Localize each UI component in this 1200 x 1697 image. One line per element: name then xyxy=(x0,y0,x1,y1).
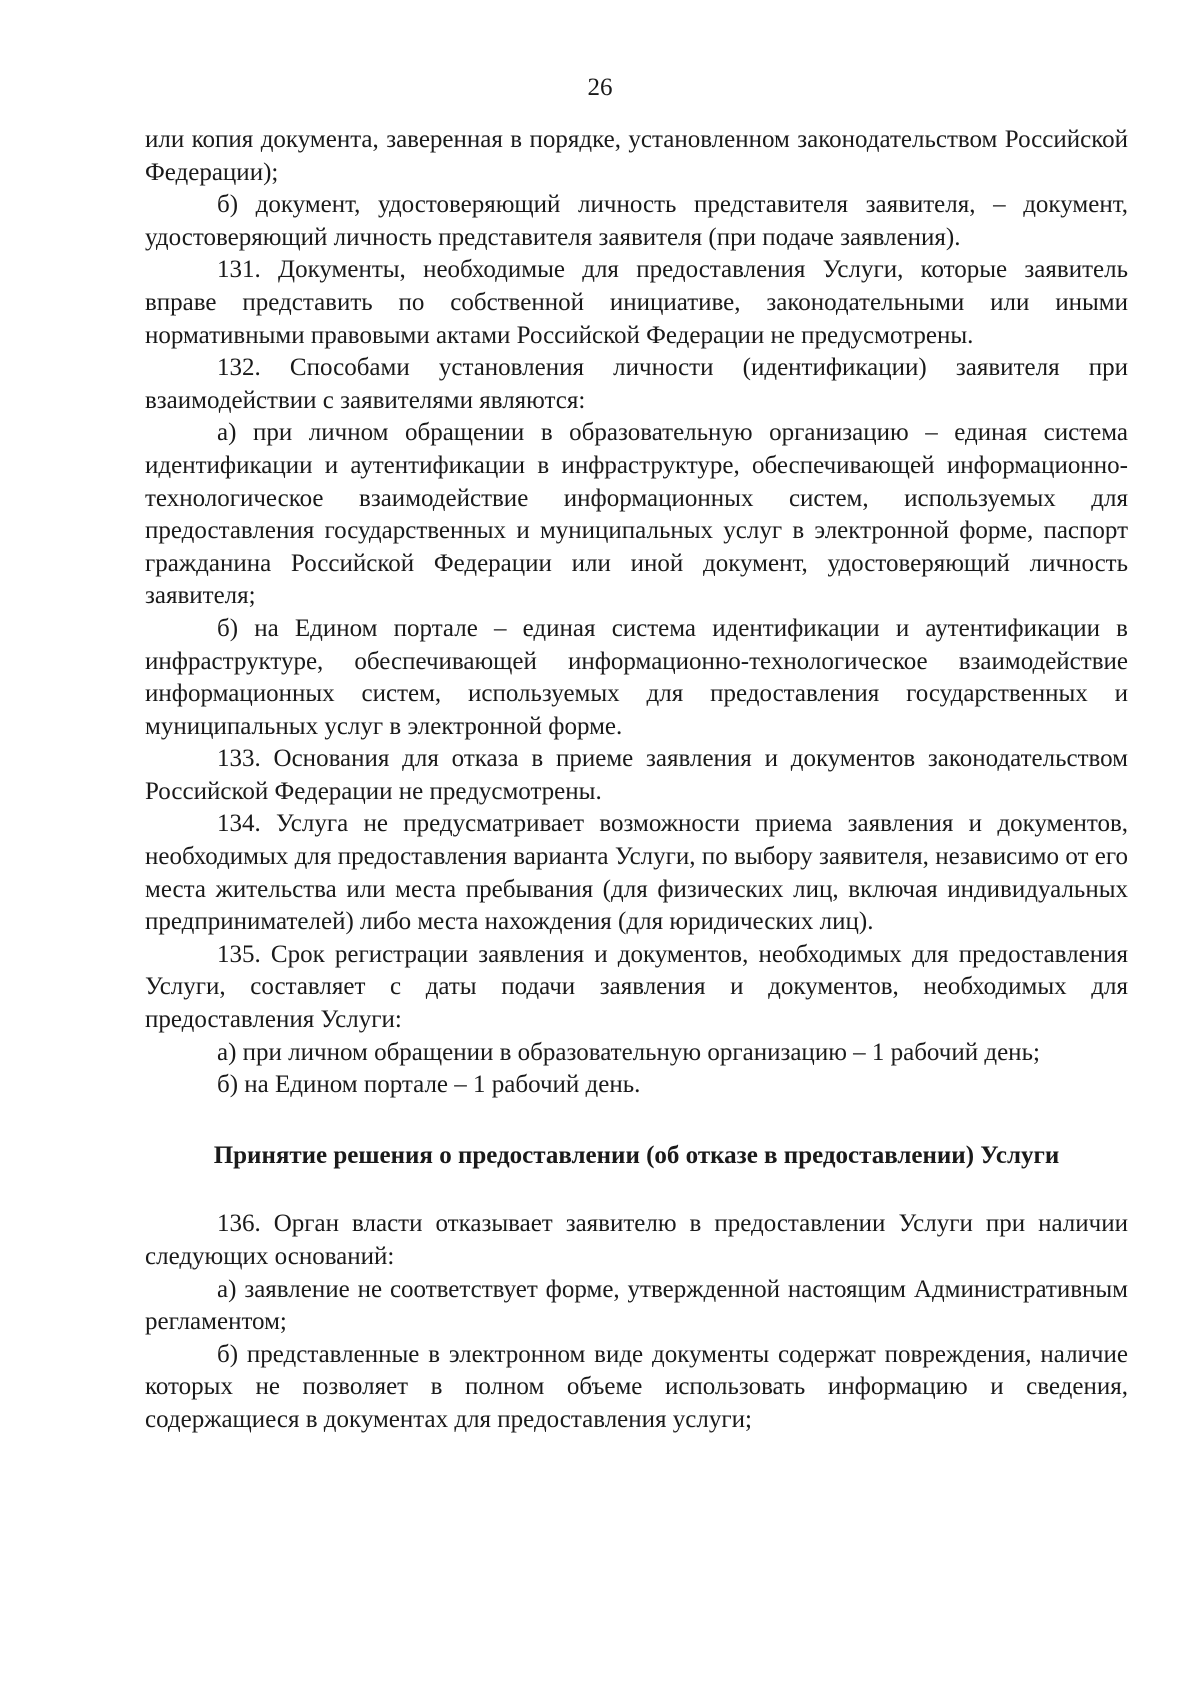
paragraph: или копия документа, заверенная в порядке, установленном законодательством Российской Федерации); xyxy=(145,126,1128,186)
paragraph: а) заявление не соответствует форме, утвержденной настоящим Административным регламентом; xyxy=(145,1275,1128,1336)
paragraph: б) представленные в электронном виде документы содержат повреждения, наличие которых не позволяет в полном объеме использовать информацию и сведения, содержащиеся в документах для предоставления услуги; xyxy=(145,1340,1128,1433)
paragraph-132: 132. Способами установления личности (идентификации) заявителя при взаимодействии с заявителями являются: xyxy=(145,354,1128,414)
paragraph-131: 131. Документы, необходимые для предоставления Услуги, которые заявитель вправе представить по собственной инициативе, законодательными или иными нормативными правовыми актами Российской Федерации не предусмотрены. xyxy=(145,256,1128,349)
paragraph: а) при личном обращении в образовательную организацию – единая система идентификации и аутентификации в инфраструктуре, обеспечивающей информационно-технологическое взаимодействие информационных систем, используемых для предоставления государственных и муниципальных услуг в электронной форме, паспорт гражданина Российской Федерации или иной документ, удостоверяющий личность заявителя; xyxy=(145,419,1128,610)
document-body xyxy=(145,124,1128,1437)
paragraph: б) на Едином портале – единая система идентификации и аутентификации в инфраструктуре, обеспечивающей информационно-технологическое взаимодействие информационных систем, используемых для предоставления государственных и муниципальных услуг в электронной форме. xyxy=(145,614,1128,740)
paragraph-135: 135. Срок регистрации заявления и документов, необходимых для предоставления Услуги, составляет с даты подачи заявления и документов, необходимых для предоставления Услуги: xyxy=(145,940,1128,1034)
paragraph-136: 136. Орган власти отказывает заявителю в предоставлении Услуги при наличии следующих оснований: xyxy=(145,1210,1128,1270)
page-number: 26 xyxy=(587,74,613,101)
paragraph-133: 133. Основания для отказа в приеме заявления и документов законодательством Российской Федерации не предусмотрены. xyxy=(145,745,1128,805)
paragraph: а) при личном обращении в образовательную организацию – 1 рабочий день; xyxy=(217,1038,1040,1066)
paragraph-134: 134. Услуга не предусматривает возможности приема заявления и документов, необходимых для предоставления варианта Услуги, по выбору заявителя, независимо от его места жительства или места пребывания (для физических лиц, включая индивидуальных предпринимателей) либо места нахождения (для юридических лиц). xyxy=(145,810,1128,936)
paragraph: б) на Едином портале – 1 рабочий день. xyxy=(217,1071,641,1099)
section-heading: Принятие решения о предоставлении (об отказе в предоставлении) Услуги xyxy=(213,1141,1060,1169)
paragraph: б) документ, удостоверяющий личность представителя заявителя, – документ, удостоверяющий личность представителя заявителя (при подаче заявления). xyxy=(145,191,1128,251)
